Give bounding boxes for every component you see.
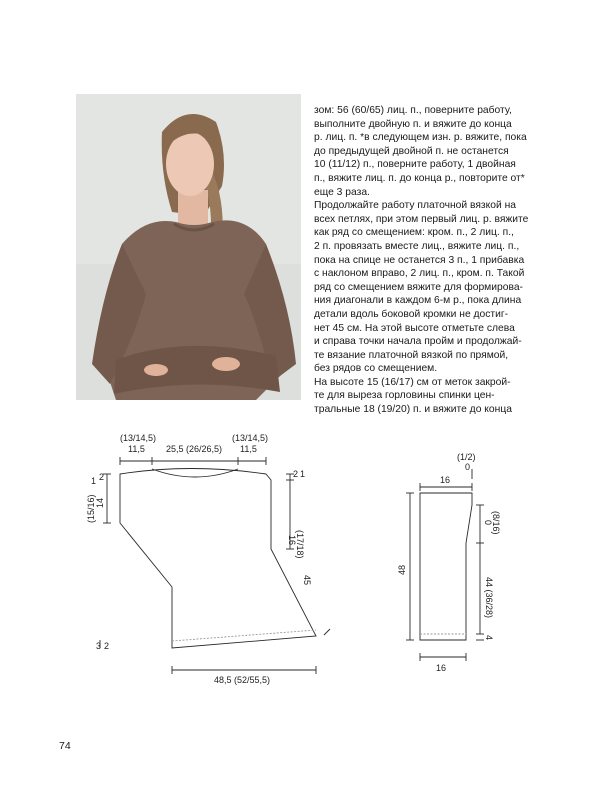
text-line: с наклоном вправо, 2 лиц. п., кром. п. Такой xyxy=(314,268,525,280)
text-line: ряд со смещением вяжите для формирова- xyxy=(314,281,523,293)
page-number: 74 xyxy=(59,740,71,752)
text-line: п., вяжите лиц. п. до конца р., повторите от* xyxy=(314,172,525,184)
label-left-two: 2 xyxy=(99,472,105,482)
label-diagonal-length: 45 xyxy=(302,575,312,586)
text-line: На высоте 15 (16/17) см от меток закрой- xyxy=(314,376,511,388)
text-line: и справа точки начала пройм и продолжай- xyxy=(314,336,522,348)
label-left-height-top: (15/16) xyxy=(86,494,96,523)
text-line: р. лиц. п. *в следующем изн. р. вяжите, пока xyxy=(314,132,527,144)
label-bottom-width: 48,5 (52/55,5) xyxy=(214,675,271,685)
label-left-bottom-small: 3 xyxy=(96,641,102,651)
model-illustration xyxy=(76,94,301,400)
text-line: всех петлях, при этом первый лиц. р. вяжите xyxy=(314,213,529,225)
label-neck-width: 25,5 (26/26,5) xyxy=(166,444,223,454)
label-sleeve-top-width: 16 xyxy=(440,475,451,485)
text-line: нет 45 см. На этой высоте отметьте слева xyxy=(314,322,515,334)
label-sleeve-top-alt: (1/2) xyxy=(457,452,476,462)
text-line: как ряд со смещением: кром. п., 2 лиц. п., xyxy=(314,227,514,239)
label-shoulder-right-top: (13/14,5) xyxy=(232,433,269,443)
label-right-height-bottom: (17/18) xyxy=(295,530,305,559)
text-line: 10 (11/12) п., поверните работу, 1 двойная xyxy=(314,159,516,171)
label-shoulder-right-bottom: 11,5 xyxy=(240,444,257,454)
text-line: до предыдущей двойной п. не останется xyxy=(314,145,509,157)
sleeve-piece-outline xyxy=(420,493,472,640)
text-line: ния диагонали в каждом 6-м р., пока длина xyxy=(314,295,522,307)
instructions-text xyxy=(314,104,546,417)
text-line: выполните двойную п. и вяжите до конца xyxy=(314,118,512,130)
label-shoulder-left-top: (13/14,5) xyxy=(120,433,157,443)
text-line: без рядов со смещением. xyxy=(314,363,438,375)
text-line: еще 3 раза. xyxy=(314,186,370,198)
label-right-height-top: 16 xyxy=(287,535,297,546)
text-line: те для выреза горловины спинки цен- xyxy=(314,390,495,402)
watermark-text: PassionForum.ru xyxy=(529,785,606,796)
label-sleeve-bottom-width: 16 xyxy=(436,663,447,673)
label-left-bottom-small-alt: 2 xyxy=(104,641,110,651)
label-sleeve-length-right: 44 (36/28) xyxy=(484,577,494,619)
label-sleeve-top-zero: 0 xyxy=(465,462,471,472)
label-left-height-bottom: 14 xyxy=(95,497,105,508)
label-right-one: 1 xyxy=(300,469,306,479)
label-sleeve-length-left: 48 xyxy=(397,564,407,575)
pattern-schematics xyxy=(80,425,540,695)
text-line: те вязание платочной вязкой по прямой, xyxy=(314,349,509,361)
label-shoulder-left-bottom: 11,5 xyxy=(128,444,145,454)
text-line: 2 п. провязать вместе лиц., вяжите лиц. п., xyxy=(314,240,520,252)
label-sleeve-cuff: 4 xyxy=(484,635,494,641)
text-line: пока на спице не останется 3 п., 1 прибавка xyxy=(314,254,525,266)
text-line: детали вдоль боковой кромки не достиг- xyxy=(314,308,509,320)
text-line: зом: 56 (60/65) лиц. п., поверните работу, xyxy=(314,105,512,116)
neckline-curve xyxy=(152,469,238,477)
label-right-two: 2 xyxy=(293,469,299,479)
body-piece-outline xyxy=(120,469,316,649)
text-line: Продолжайте работу платочной вязкой на xyxy=(314,200,516,212)
label-sleeve-side-zero-alt: (8/16) xyxy=(491,511,501,535)
text-line: тральные 18 (19/20) п. и вяжите до конца xyxy=(314,404,512,416)
label-left-one: 1 xyxy=(91,476,97,486)
sweater-photo xyxy=(76,94,301,400)
label-sleeve-side-zero: 0 xyxy=(483,520,493,526)
